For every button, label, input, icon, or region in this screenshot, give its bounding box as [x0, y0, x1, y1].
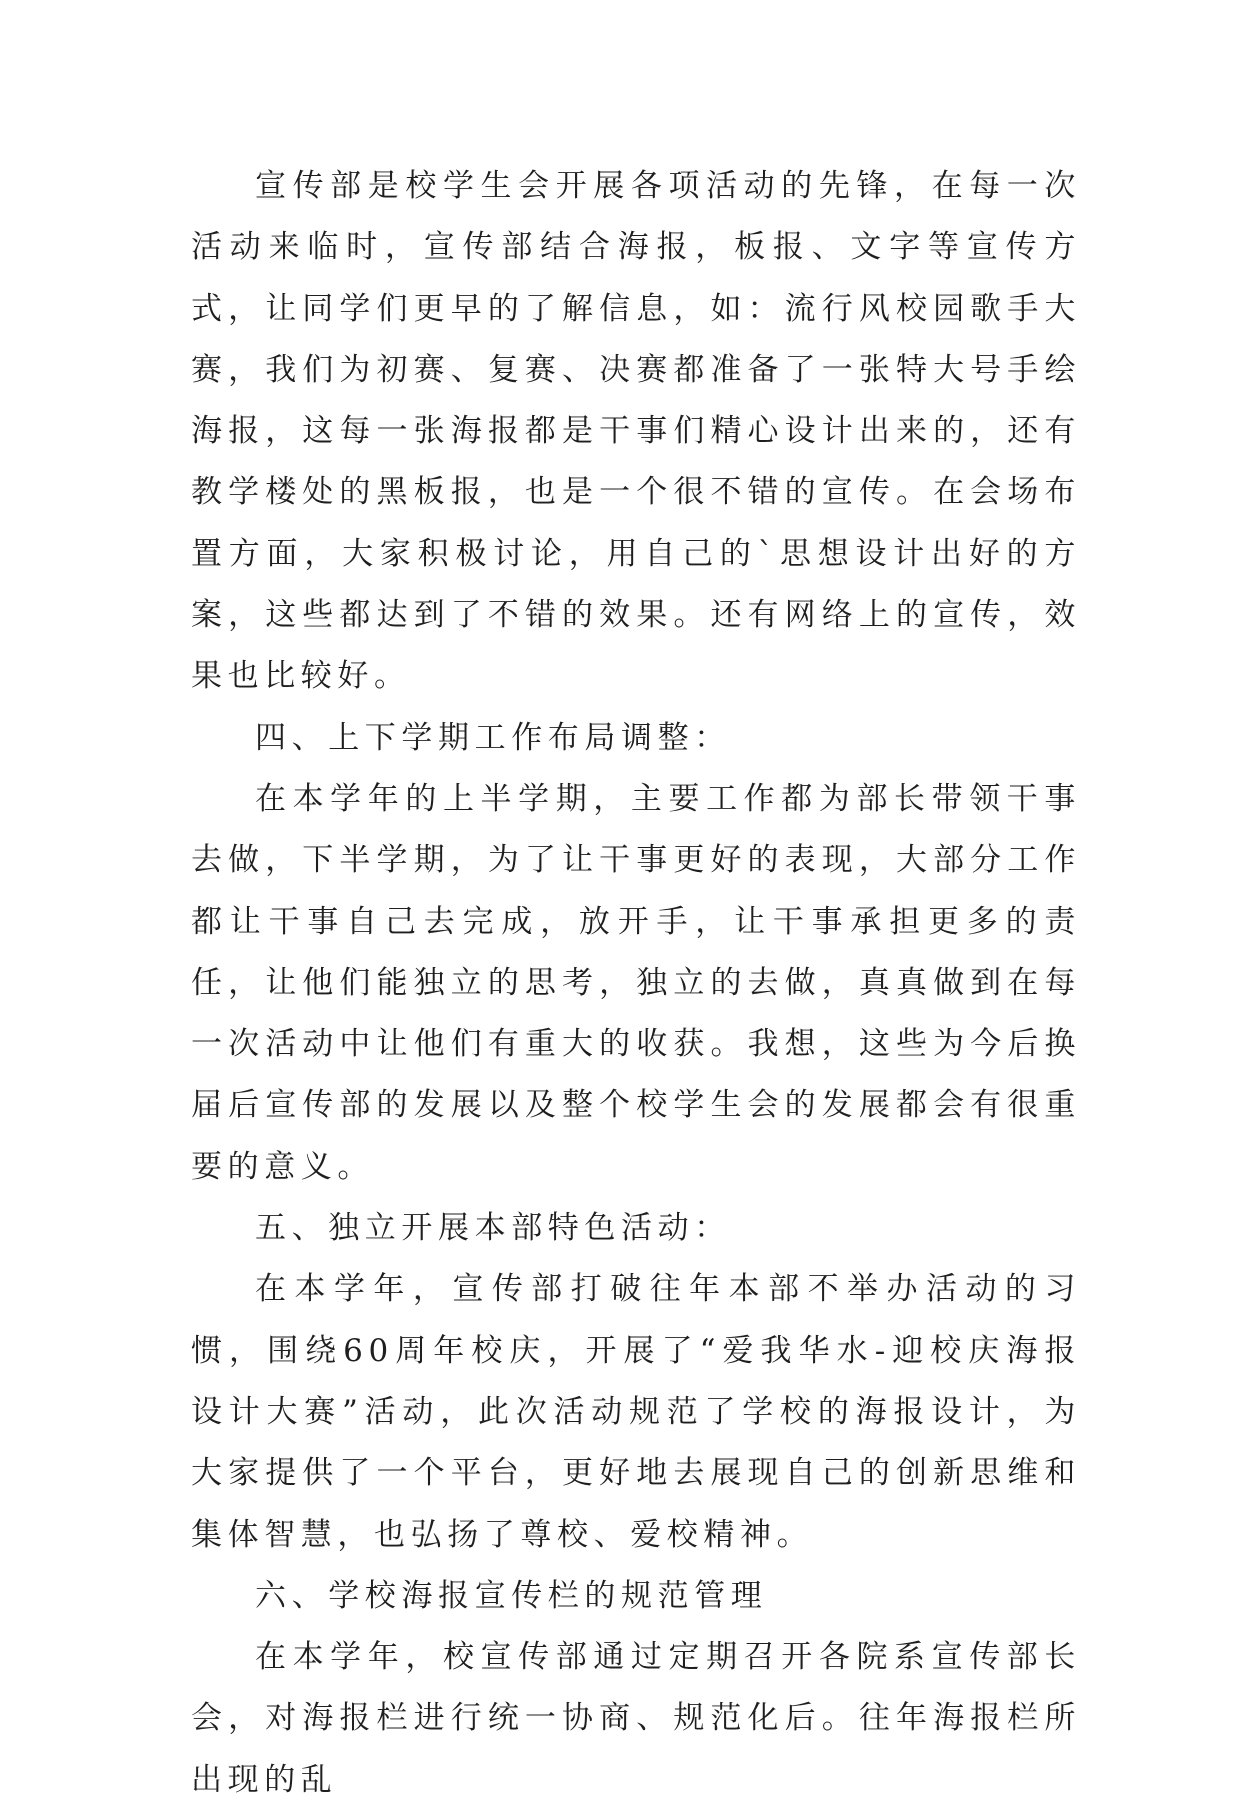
paragraph-poster-board-management: 在本学年，校宣传部通过定期召开各院系宣传部长会，对海报栏进行统一协商、规范化后。往年海报栏所出现的乱 — [191, 1639, 1081, 1798]
paragraph-publicity-activities: 宣传部是校学生会开展各项活动的先锋，在每一次活动来临时，宣传部结合海报，板报、文字等宣传方式，让同学们更早的了解信息，如：流行风校园歌手大赛，我们为初赛、复赛、决赛都准备了一张特大号手绘海报，这每一张海报都是干事们精心设计出来的，还有教学楼处的黑板报，也是一个很不错的宣传。在会场布置方面，大家积极讨论，用自己的`思想设计出好的方案，这些都达到了不错的效果。还有网络上的宣传，效果也比较好。 — [191, 168, 1081, 695]
paragraph-special-activity: 在本学年，宣传部打破往年本部不举办活动的习惯，围绕60周年校庆，开展了“爱我华水-迎校庆海报设计大赛”活动，此次活动规范了学校的海报设计，为大家提供了一个平台，更好地去展现自己的创新思维和集体智慧，也弘扬了尊校、爱校精神。 — [191, 1271, 1081, 1553]
section-heading-5: 五、独立开展本部特色活动： — [255, 1210, 731, 1247]
section-heading-6: 六、学校海报宣传栏的规范管理 — [255, 1577, 768, 1614]
section-heading-4: 四、上下学期工作布局调整： — [255, 719, 731, 756]
document-body — [191, 156, 1081, 1811]
paragraph-semester-adjustment: 在本学年的上半学期，主要工作都为部长带领干事去做，下半学期，为了让干事更好的表现，大部分工作都让干事自己去完成，放开手，让干事承担更多的责任，让他们能独立的思考，独立的去做，真真做到在每一次活动中让他们有重大的收获。我想，这些为今后换届后宣传部的发展以及整个校学生会的发展都会有很重要的意义。 — [191, 780, 1081, 1185]
